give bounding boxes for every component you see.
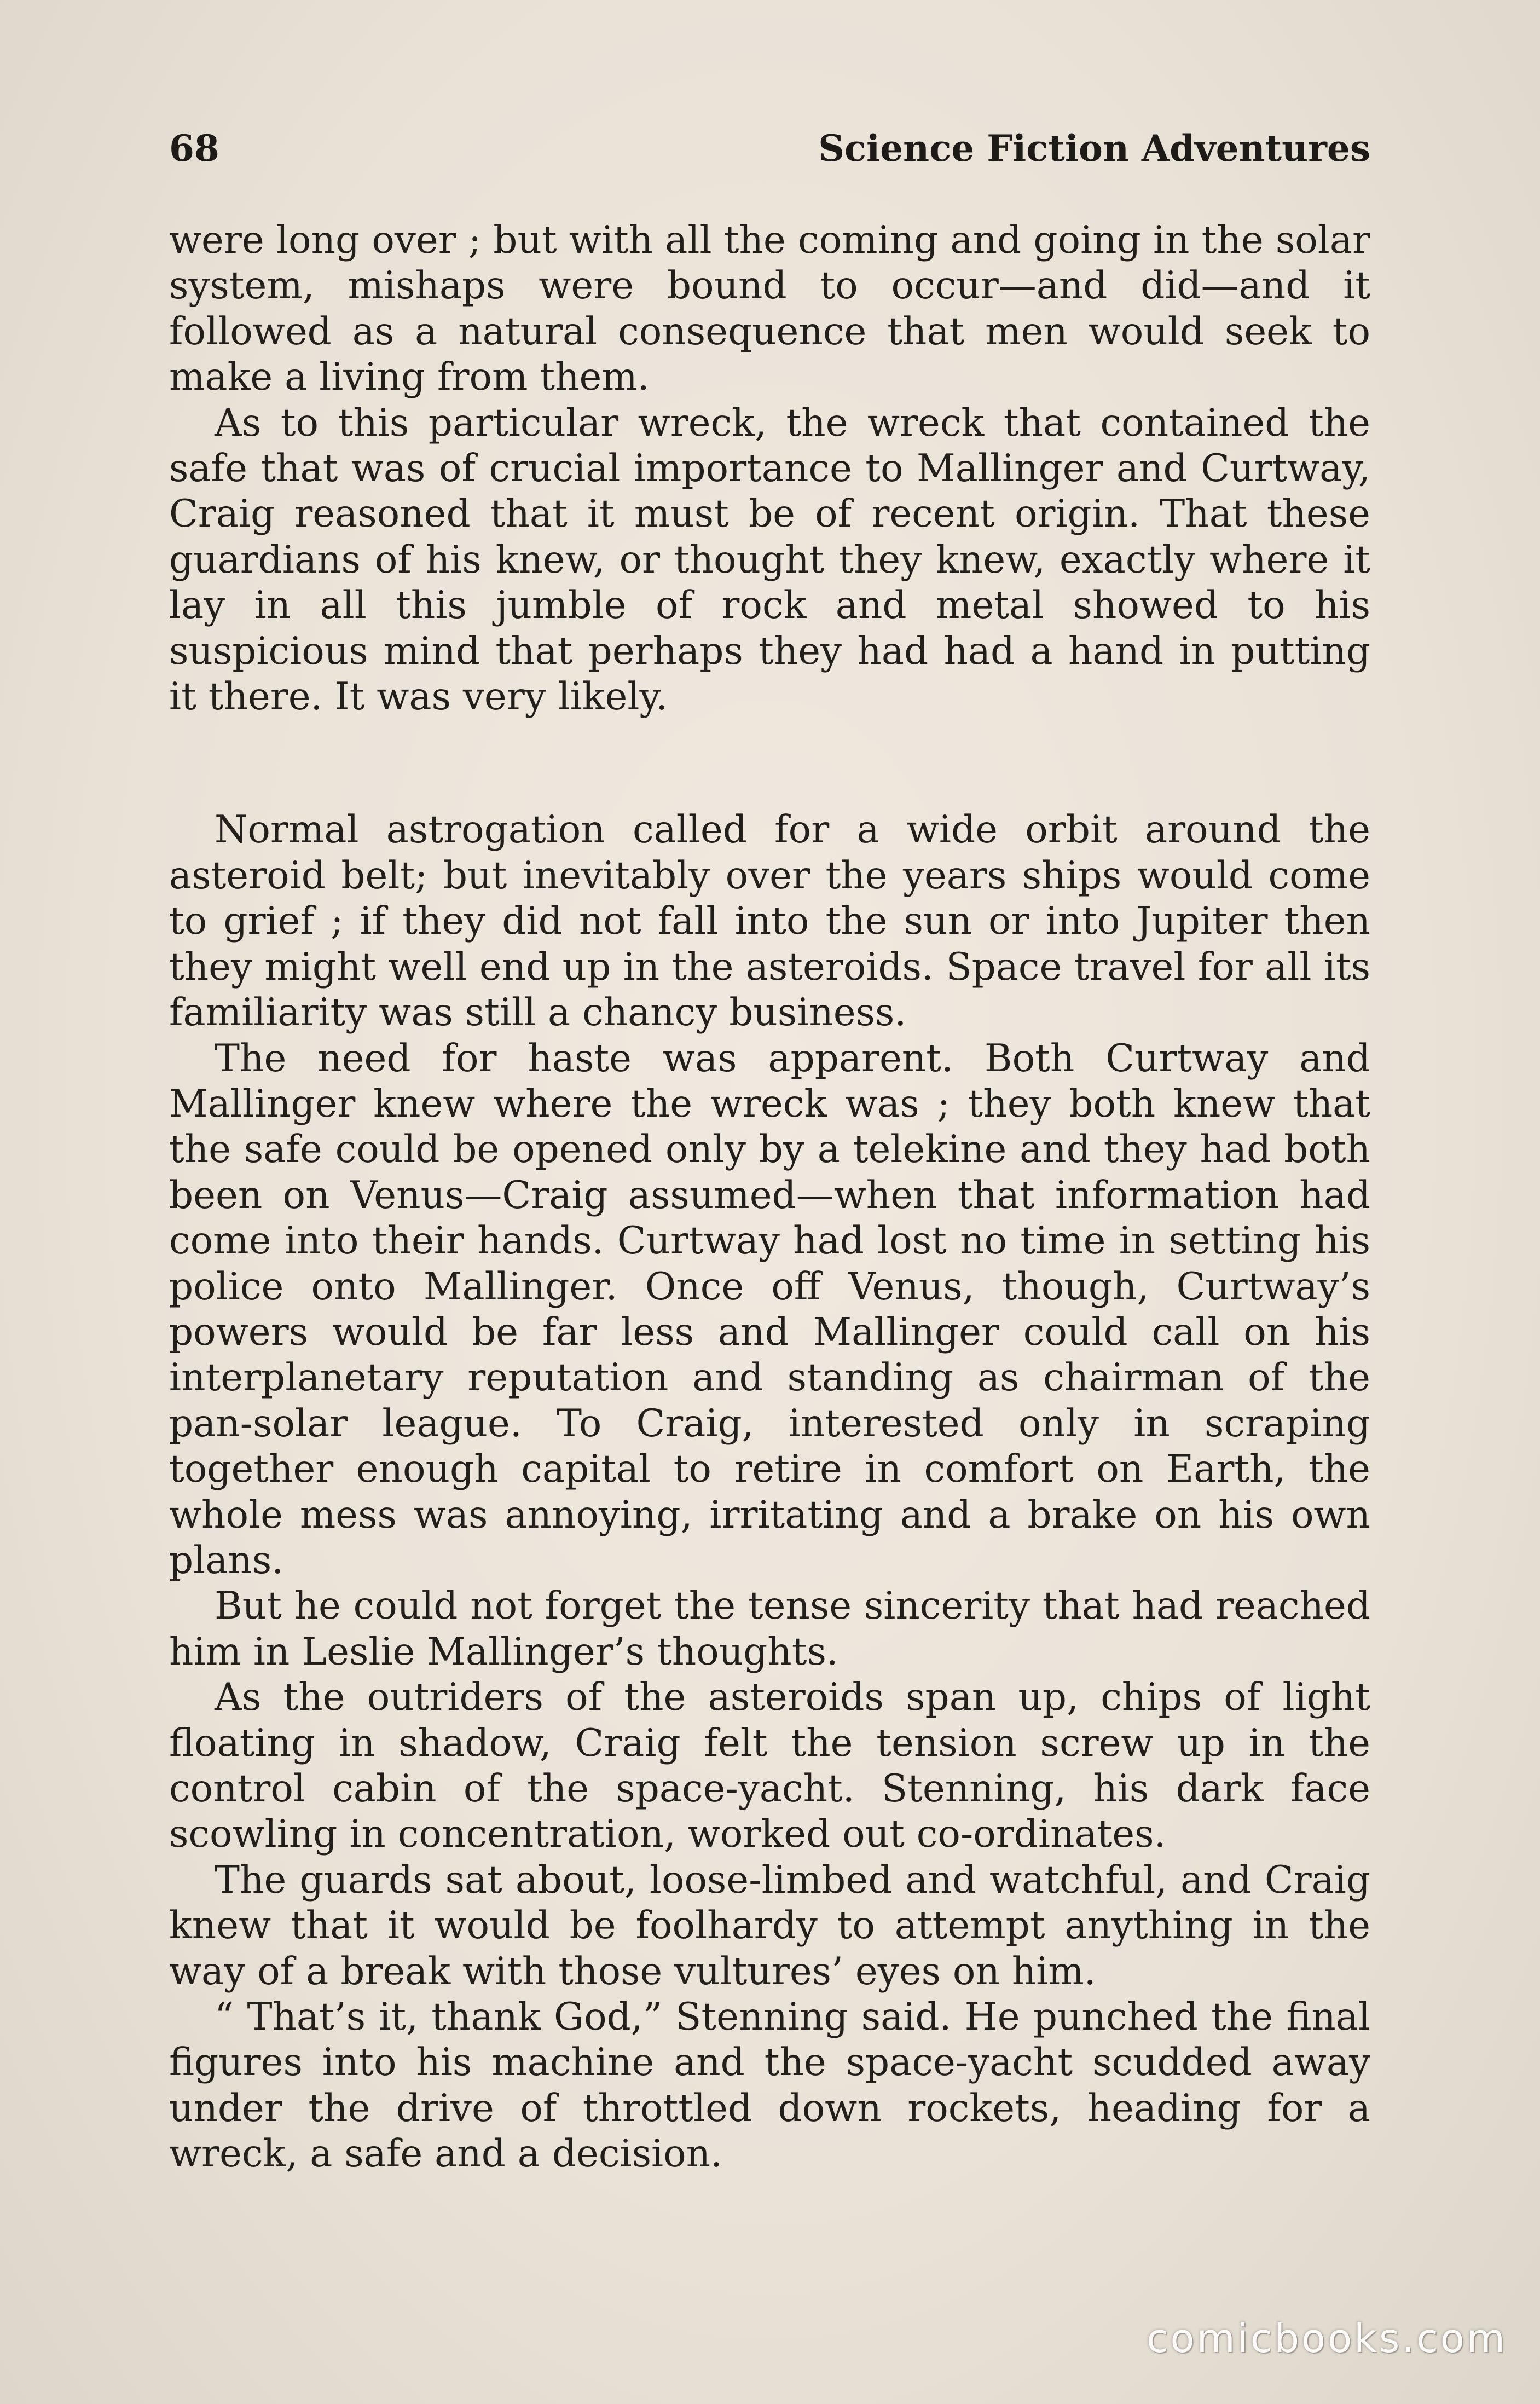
page-header bbox=[169, 124, 1370, 173]
paragraph: “ That’s it, thank God,” Stenning said. He punched the final figures into his machine and the space-yacht scudded away under the drive of throttled down rockets, heading for a wreck, a safe and a decision. bbox=[169, 1995, 1370, 2176]
watermark: comicbooks.com bbox=[1146, 2315, 1507, 2361]
paragraph: were long over ; but with all the coming and going in the solar system, mishaps were bound to occur—and did—and it followed as a natural consequence that men would seek to make a living from them. bbox=[169, 218, 1370, 400]
paragraph: Normal astrogation called for a wide orbit around the asteroid belt; but inevitably over the years ships would come to grief ; if they did not fall into the sun or into Jupiter then they might well end up in the asteroids. Space travel for all its familiarity was still a chancy business. bbox=[169, 808, 1370, 1035]
section-break bbox=[169, 720, 1370, 807]
paragraph: The guards sat about, loose-limbed and watchful, and Craig knew that it would be foolhardy to attempt anything in the way of a break with those vultures’ eyes on him. bbox=[169, 1858, 1370, 1993]
body-text bbox=[169, 218, 1370, 2177]
page-number: 68 bbox=[169, 127, 219, 170]
paragraph: But he could not forget the tense sincerity that had reached him in Leslie Mallinger’s thoughts. bbox=[169, 1584, 1370, 1674]
paragraph: The need for haste was apparent. Both Curtway and Mallinger knew where the wreck was ; they both knew that the safe could be opened only by a telekine and they had both been on Venus—Craig assumed—when that information had come into their hands. Curtway had lost no time in setting his police onto Mallinger. Once off Venus, though, Curtway’s powers would be far less and Mallinger could call on his interplanetary reputation and standing as chairman of the pan-solar league. To Craig, interested only in scraping together enough capital to retire in comfort on Earth, the whole mess was annoying, irritating and a brake on his own plans. bbox=[169, 1036, 1370, 1582]
paragraph: As the outriders of the asteroids span up, chips of light floating in shadow, Craig felt the tension screw up in the control cabin of the space-yacht. Stenning, his dark face scowling in concentration, worked out co-ordinates. bbox=[169, 1675, 1370, 1857]
paragraph: As to this particular wreck, the wreck that contained the safe that was of crucial importance to Mallinger and Curtway, Craig reasoned that it must be of recent origin. That these guardians of his knew, or thought they knew, exactly where it lay in all this jumble of rock and metal showed to his suspicious mind that perhaps they had had a hand in putting it there. It was very likely. bbox=[169, 401, 1370, 719]
running-head: Science Fiction Adventures bbox=[818, 127, 1370, 170]
